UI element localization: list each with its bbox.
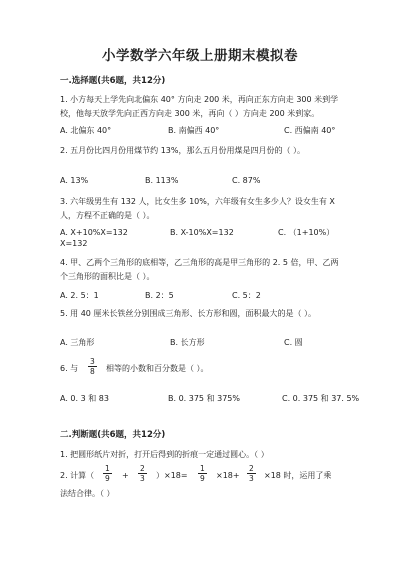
- fraction-denominator: 9: [105, 474, 110, 483]
- question-4-line-1: 4. 甲、乙两个三角形的底相等，乙三角形的高是甲三角形的 2. 5 倍，甲、乙两: [60, 258, 339, 267]
- question-6-suffix: 相等的小数和百分数是（ ）。: [106, 364, 209, 373]
- question-3-line-2: 人，方程不正确的是（ ）。: [60, 211, 155, 220]
- judgement-2-plus: +: [122, 471, 129, 480]
- question-2-option-a: A. 13%: [60, 176, 89, 185]
- question-2-line-1: 2. 五月份比四月份用煤节约 13%，那么五月份用煤是四月份的（ ）。: [60, 146, 306, 155]
- judgement-2-fraction-3: [198, 464, 207, 483]
- fraction-numerator: 3: [90, 357, 95, 366]
- question-1-option-a: A. 北偏东 40°: [60, 126, 112, 135]
- fraction-denominator: 9: [200, 474, 205, 483]
- question-3-option-a: A. X+10%X=132: [60, 228, 128, 237]
- question-6-prefix: 6. 与: [60, 364, 79, 373]
- question-6-option-c: C. 0. 375 和 37. 5%: [282, 394, 360, 403]
- question-1-option-c: C. 西偏南 40°: [284, 126, 336, 135]
- judgement-2-fraction-4: [247, 464, 256, 483]
- judgement-2-line-2: 法结合律。（ ）: [60, 489, 115, 498]
- question-5-line-1: 5. 用 40 厘米长铁丝分别围成三角形、长方形和圆，面积最大的是（ ）。: [60, 309, 316, 318]
- question-5-option-c: C. 圆: [284, 338, 303, 347]
- question-3-option-b: B. X-10%X=132: [170, 228, 234, 237]
- question-5-option-a: A. 三角形: [60, 338, 95, 347]
- question-1-line-2: 校，他每天放学先向正西方向走 300 米，再向（ ）方向走 200 米到家。: [60, 109, 320, 118]
- judgement-2-middle: ）×18=: [156, 471, 188, 480]
- judgement-2-fraction-1: [103, 464, 112, 483]
- question-3-option-c: C. （1+10%）: [278, 228, 335, 237]
- judgement-2-fraction-2: [138, 464, 147, 483]
- question-1-line-1: 1. 小方每天上学先向北偏东 40° 方向走 200 米，再向正东方向走 300 米到学: [60, 95, 339, 104]
- question-4-option-a: A. 2. 5：1: [60, 291, 99, 300]
- section-heading-judgement: 二.判断题(共6题，共12分): [60, 430, 166, 440]
- section-heading-choice: 一.选择题(共6题，共12分): [60, 76, 166, 86]
- question-1-option-b: B. 南偏西 40°: [168, 126, 220, 135]
- question-4-line-2: 个三角形的面积比是（ ）。: [60, 272, 155, 281]
- page-title: 小学数学六年级上册期末模拟卷: [102, 48, 298, 64]
- fraction-numerator: 1: [200, 464, 205, 473]
- question-3-option-c-continued: X=132: [60, 239, 88, 248]
- fraction-numerator: 2: [249, 464, 254, 473]
- question-5-option-b: B. 长方形: [170, 338, 205, 347]
- fraction-denominator: 3: [249, 474, 254, 483]
- question-6-option-b: B. 0. 375 和 375%: [168, 394, 240, 403]
- fraction-denominator: 3: [140, 474, 145, 483]
- judgement-2-suffix: ×18 时，运用了乘: [264, 471, 332, 480]
- question-2-option-c: C. 87%: [232, 176, 261, 185]
- question-6-fraction: [88, 357, 97, 376]
- question-4-option-b: B. 2：5: [145, 291, 174, 300]
- judgement-2-prefix: 2. 计算（: [60, 471, 95, 480]
- question-3-line-1: 3. 六年级男生有 132 人，比女生多 10%，六年级有女生多少人？设女生有 X: [60, 197, 335, 206]
- question-4-option-c: C. 5：2: [232, 291, 261, 300]
- judgement-1-line-1: 1. 把圆形纸片对折，打开后得到的折痕一定通过圆心。（ ）: [60, 450, 269, 459]
- fraction-numerator: 2: [140, 464, 145, 473]
- question-2-option-b: B. 113%: [145, 176, 179, 185]
- judgement-2-times-18-plus: ×18+: [216, 471, 240, 480]
- fraction-numerator: 1: [105, 464, 110, 473]
- fraction-denominator: 8: [90, 367, 95, 376]
- question-6-option-a: A. 0. 3 和 83: [60, 394, 109, 403]
